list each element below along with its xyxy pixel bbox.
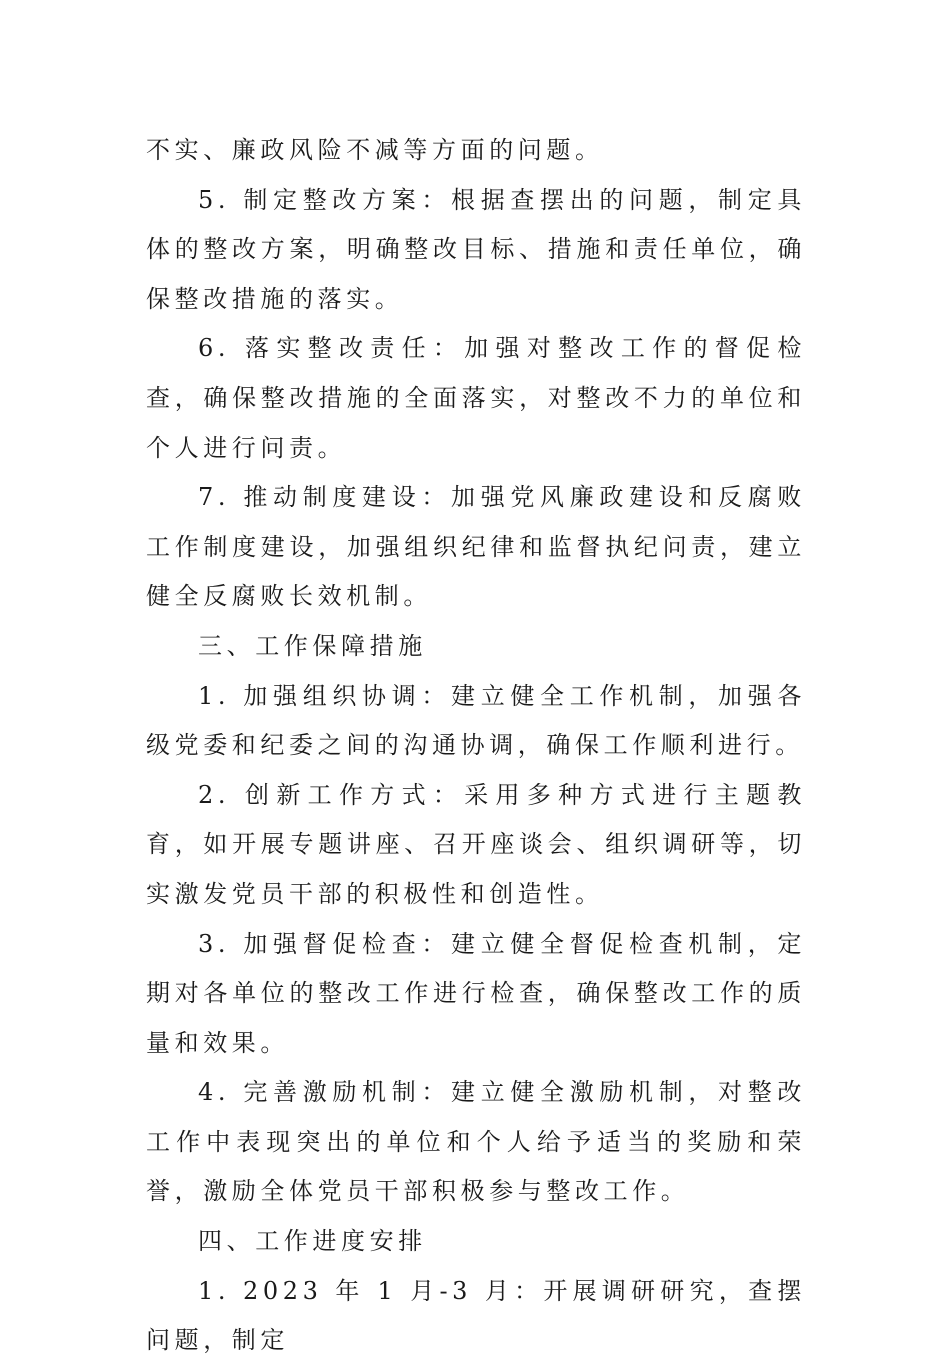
paragraph-continuation: 不实、廉政风险不减等方面的问题。	[146, 136, 604, 164]
section-heading-3: 三、工作保障措施	[198, 631, 427, 660]
paragraph-measure-1: 1. 加强组织协调：建立健全工作机制，加强各级党委和纪委之间的沟通协调，确保工作顺利进行。	[146, 681, 806, 760]
paragraph-measure-4: 4. 完善激励机制：建立健全激励机制，对整改工作中表现突出的单位和个人给予适当的奖励和荣誉，激励全体党员干部积极参与整改工作。	[146, 1078, 806, 1206]
paragraph-schedule-1: 1. 2023 年 1 月-3 月：开展调研研究，查摆问题，制定	[146, 1276, 806, 1355]
paragraph-item-5: 5. 制定整改方案：根据查摆出的问题，制定具体的整改方案，明确整改目标、措施和责任单位，确保整改措施的落实。	[146, 185, 806, 313]
paragraph-measure-2: 2. 创新工作方式：采用多种方式进行主题教育，如开展专题讲座、召开座谈会、组织调研等，切实激发党员干部的积极性和创造性。	[146, 780, 806, 908]
section-heading-4: 四、工作进度安排	[198, 1227, 427, 1256]
paragraph-measure-3: 3. 加强督促检查：建立健全督促检查机制，定期对各单位的整改工作进行检查，确保整改工作的质量和效果。	[146, 929, 806, 1057]
paragraph-item-6: 6. 落实整改责任：加强对整改工作的督促检查，确保整改措施的全面落实，对整改不力的单位和个人进行问责。	[146, 334, 806, 462]
paragraph-item-7: 7. 推动制度建设：加强党风廉政建设和反腐败工作制度建设，加强组织纪律和监督执纪问责，建立健全反腐败长效机制。	[146, 483, 806, 611]
document-body	[146, 126, 806, 1366]
